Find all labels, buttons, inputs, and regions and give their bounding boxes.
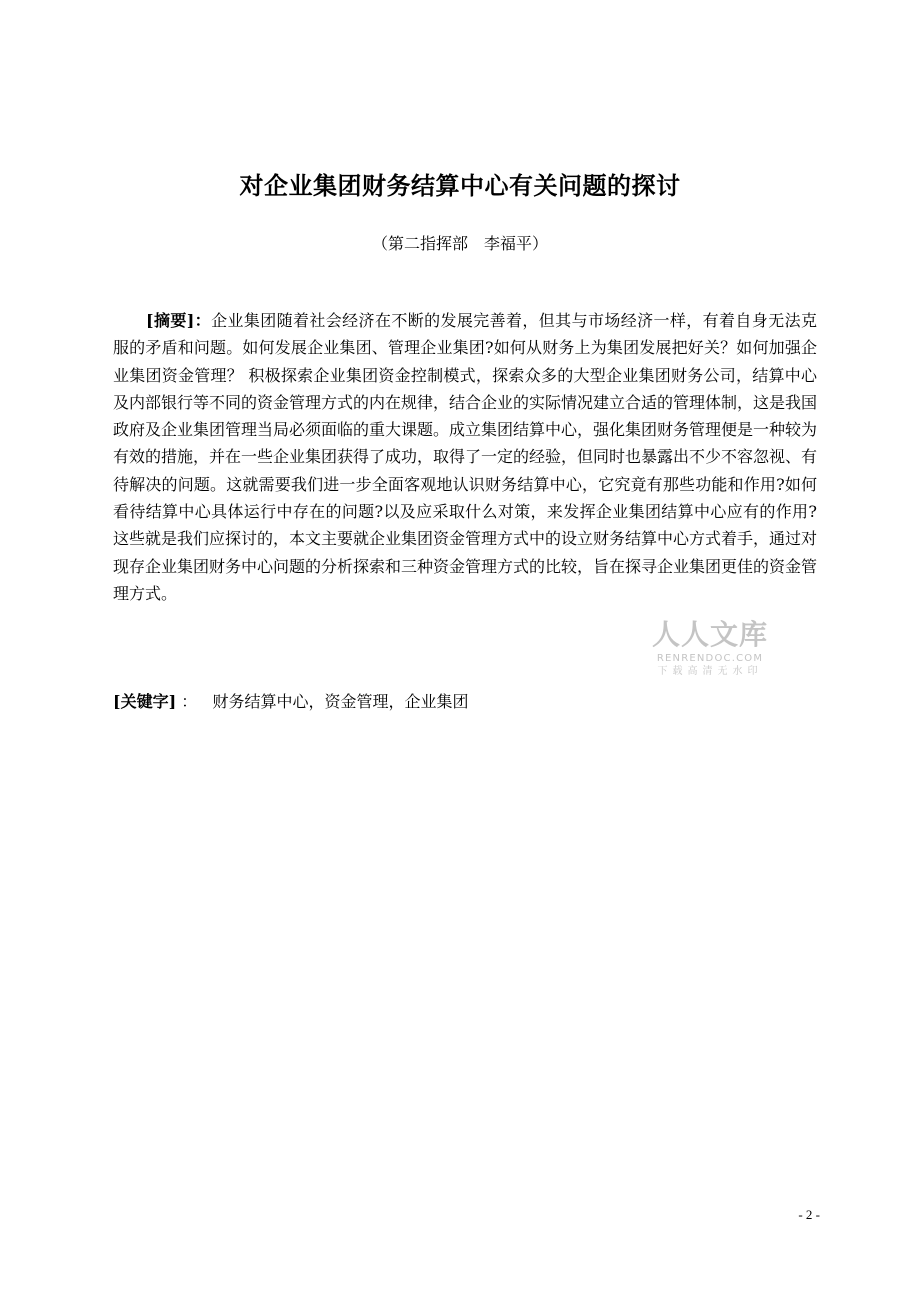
author-line: （第二指挥部 李福平） <box>371 234 548 253</box>
watermark-logo <box>640 618 780 678</box>
watermark-subtext: 下载高清无水印 <box>657 666 763 677</box>
document-title: 对企业集团财务结算中心有关问题的探讨 <box>239 172 681 200</box>
abstract-paragraph <box>113 307 817 607</box>
abstract-text: 企业集团随着社会经济在不断的发展完善着，但其与市场经济一样，有着自身无法克服的矛盾和问题。如何发展企业集团、管理企业集团?如何从财务上为集团发展把好关？如何加强企业集团资金管理？ 积极探索企业集团资金控制模式，探索众多的大型企业集团财务公司，结算中心及内部银行等不同的资金管理方式的内在规律，结合企业的实际情况建立合适的管理体制，这是我国政府及企业集团管理当局必须面临的重大课题。成立集团结算中心，强化集团财务管理便是一种较为有效的措施，并在一些企业集团获得了成功，取得了一定的经验，但同时也暴露出不少不容忽视、有待解决的问题。这就需要我们进一步全面客观地认识财务结算中心，它究竟有那些功能和作用?如何看待结算中心具体运行中存在的问题?以及应采取什么对策，来发挥企业集团结算中心应有的作用?这些就是我们应探讨的，本文主要就企业集团资金管理方式中的设立财务结算中心方式着手，通过对现存企业集团财务中心问题的分析探索和三种资金管理方式的比较，旨在探寻企业集团更佳的资金管理方式。 <box>113 311 818 603</box>
keywords-label: [关键字] <box>113 692 177 711</box>
watermark-url: RENRENDOC.COM <box>656 653 764 664</box>
watermark-main-text: 人人文库 <box>651 618 768 651</box>
keywords-separator: ： <box>181 692 198 711</box>
keywords-text: 财务结算中心，资金管理，企业集团 <box>212 692 469 711</box>
page-number: - 2 - <box>798 1207 820 1222</box>
abstract-label: [摘要]： <box>146 311 212 330</box>
keywords-line <box>113 688 817 715</box>
